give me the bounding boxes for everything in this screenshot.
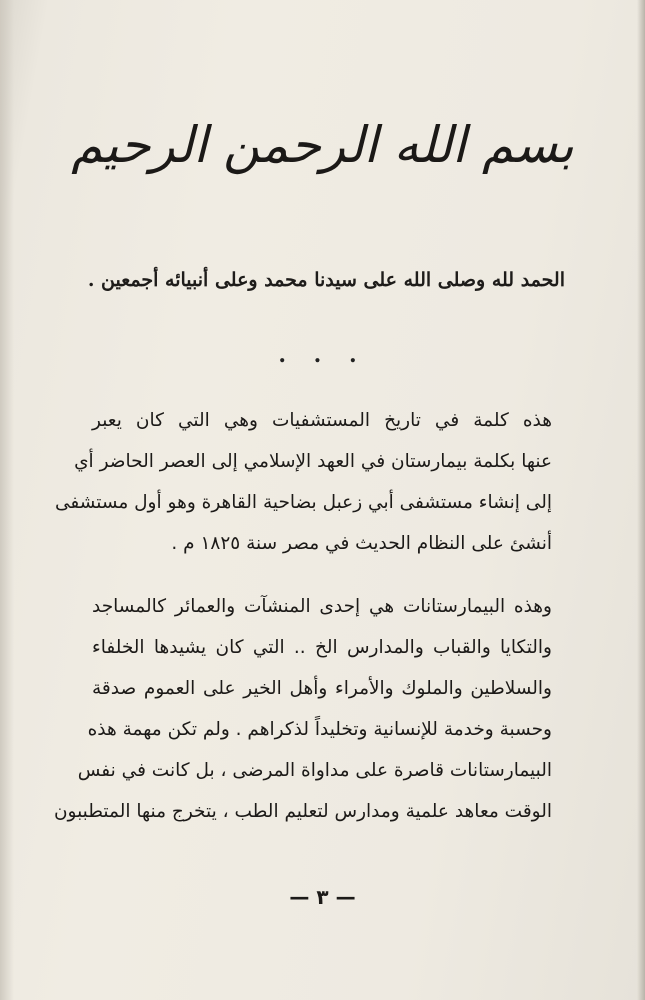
section-separator: . . . — [278, 342, 367, 368]
body-text — [53, 400, 552, 832]
text-line: عنها بكلمة بيمارستان في العهد الإسلامي إلى العصر الحاضر أي — [74, 451, 552, 472]
paragraph-1 — [54, 400, 552, 564]
paragraph-2 — [53, 586, 552, 832]
text-line: وحسبة وخدمة للإنسانية وتخليداً لذكراهم . ولم تكن مهمة هذه — [87, 719, 552, 740]
text-line: البيمارستانات قاصرة على مداواة المرضى ، بل كانت في نفس — [77, 760, 552, 781]
text-line: إلى إنشاء مستشفى أبي زعبل بضاحية القاهرة وهو أول مستشفى — [54, 492, 552, 513]
text-line: والتكايا والقباب والمدارس الخ .. التي كان يشيدها الخلفاء — [92, 637, 552, 658]
text-line: وهذه البيمارستانات هي إحدى المنشآت والعمائر كالمساجد — [92, 596, 552, 617]
page-number: — ٣ — — [289, 885, 356, 909]
text-line: هذه كلمة في تاريخ المستشفيات وهي التي كان يعبر — [92, 410, 552, 431]
text-line: والسلاطين والملوك والأمراء وأهل الخير على العموم صدقة — [92, 678, 552, 699]
text-line: أنشئ على النظام الحديث في مصر سنة ١٨٢٥ م . — [171, 533, 552, 554]
opening-praise-line: الحمد لله وصلى الله على سيدنا محمد وعلى أنبيائه أجمعين . — [87, 269, 565, 291]
basmala-heading: بسم الله الرحمن الرحيم — [71, 116, 574, 174]
text-line: الوقت معاهد علمية ومدارس لتعليم الطب ، يتخرج منها المتطببون — [53, 801, 552, 822]
